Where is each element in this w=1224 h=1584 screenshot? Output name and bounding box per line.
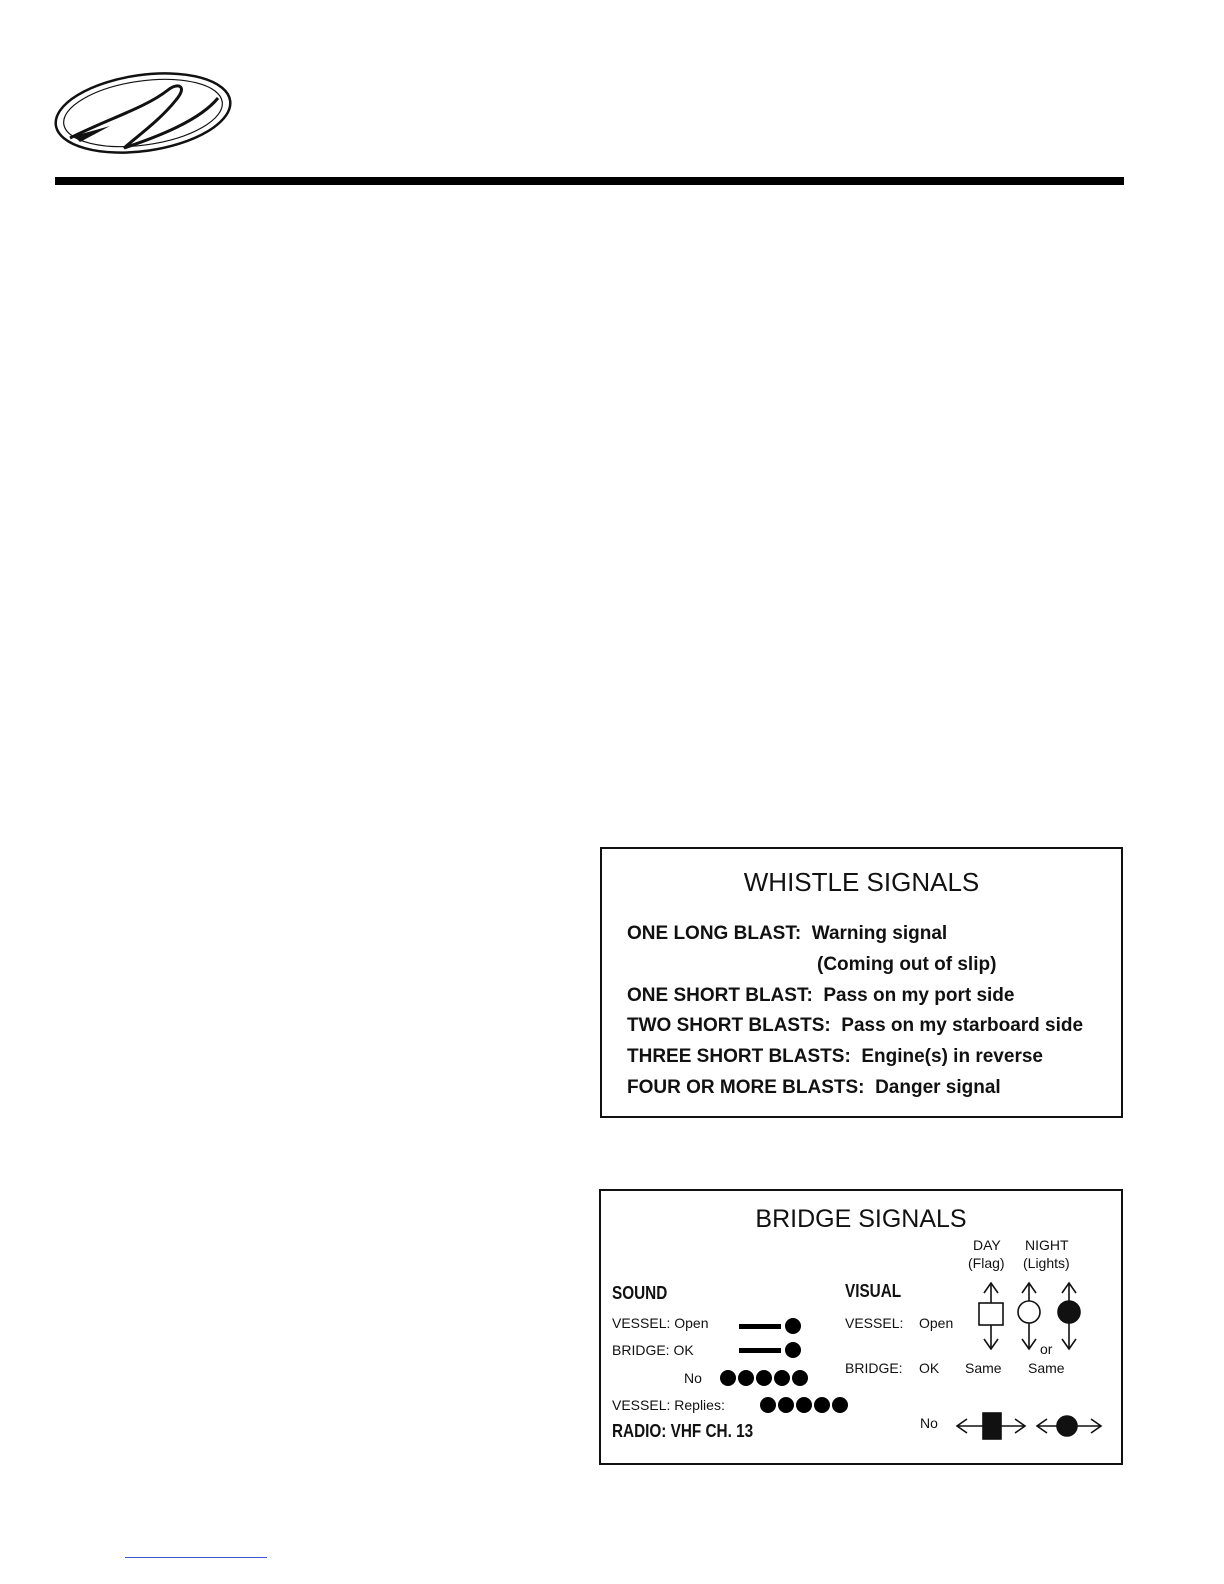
sound-vessel-label: VESSEL: Open [612, 1315, 709, 1331]
reply-blasts [760, 1397, 848, 1413]
visual-open-label: Open [919, 1315, 954, 1331]
short-blast-dot [785, 1342, 801, 1358]
or-label: or [1040, 1341, 1053, 1357]
day-label: DAY [973, 1237, 1001, 1253]
day-same-label: Same [965, 1360, 1002, 1376]
sound-heading: SOUND [612, 1283, 668, 1303]
day-sub-label: (Flag) [968, 1255, 1005, 1271]
visual-ok-label: OK [919, 1360, 940, 1376]
radio-label: RADIO: VHF CH. 13 [612, 1421, 754, 1441]
bridge-signals-box [599, 1189, 1123, 1465]
horizontal-signal-icons [953, 1409, 1105, 1443]
footer-link-underline[interactable] [125, 1557, 267, 1558]
visual-heading: VISUAL [845, 1281, 902, 1301]
whistle-row: TWO SHORT BLASTS: Pass on my starboard side [627, 1015, 1084, 1036]
sound-bridge-label: BRIDGE: OK [612, 1342, 694, 1358]
visual-vessel-label: VESSEL: [845, 1315, 904, 1331]
short-blast-dot [778, 1397, 794, 1413]
sound-replies-label: VESSEL: Replies: [612, 1397, 725, 1413]
whistle-row: ONE LONG BLAST: Warning signal [627, 923, 948, 944]
long-blast-dash [739, 1348, 781, 1353]
short-blast-dot [760, 1397, 776, 1413]
bridge-title: BRIDGE SIGNALS [755, 1205, 967, 1233]
visual-no-label: No [920, 1415, 938, 1431]
night-same-label: Same [1028, 1360, 1065, 1376]
danger-blasts [720, 1370, 808, 1386]
short-blast-dot [796, 1397, 812, 1413]
night-sub-label: (Lights) [1023, 1255, 1070, 1271]
sound-no-label: No [684, 1370, 702, 1386]
short-blast-dot [720, 1370, 736, 1386]
whistle-signals-box [600, 847, 1123, 1118]
visual-bridge-label: BRIDGE: [845, 1360, 903, 1376]
whistle-row: (Coming out of slip) [817, 954, 997, 975]
header-rule [55, 177, 1124, 185]
short-blast-dot [785, 1318, 801, 1334]
short-blast-dot [792, 1370, 808, 1386]
short-blast-dot [756, 1370, 772, 1386]
whistle-row: THREE SHORT BLASTS: Engine(s) in reverse [627, 1046, 1043, 1067]
short-blast-dot [832, 1397, 848, 1413]
whistle-title: WHISTLE SIGNALS [743, 867, 980, 897]
night-label: NIGHT [1025, 1237, 1069, 1253]
vertical-signal-icons [961, 1279, 1091, 1359]
company-logo [50, 68, 236, 158]
short-blast-dot [738, 1370, 754, 1386]
whistle-row: ONE SHORT BLAST: Pass on my port side [627, 985, 1015, 1006]
whistle-row: FOUR OR MORE BLASTS: Danger signal [627, 1077, 1001, 1098]
short-blast-dot [814, 1397, 830, 1413]
long-blast-dash [739, 1324, 781, 1329]
short-blast-dot [774, 1370, 790, 1386]
